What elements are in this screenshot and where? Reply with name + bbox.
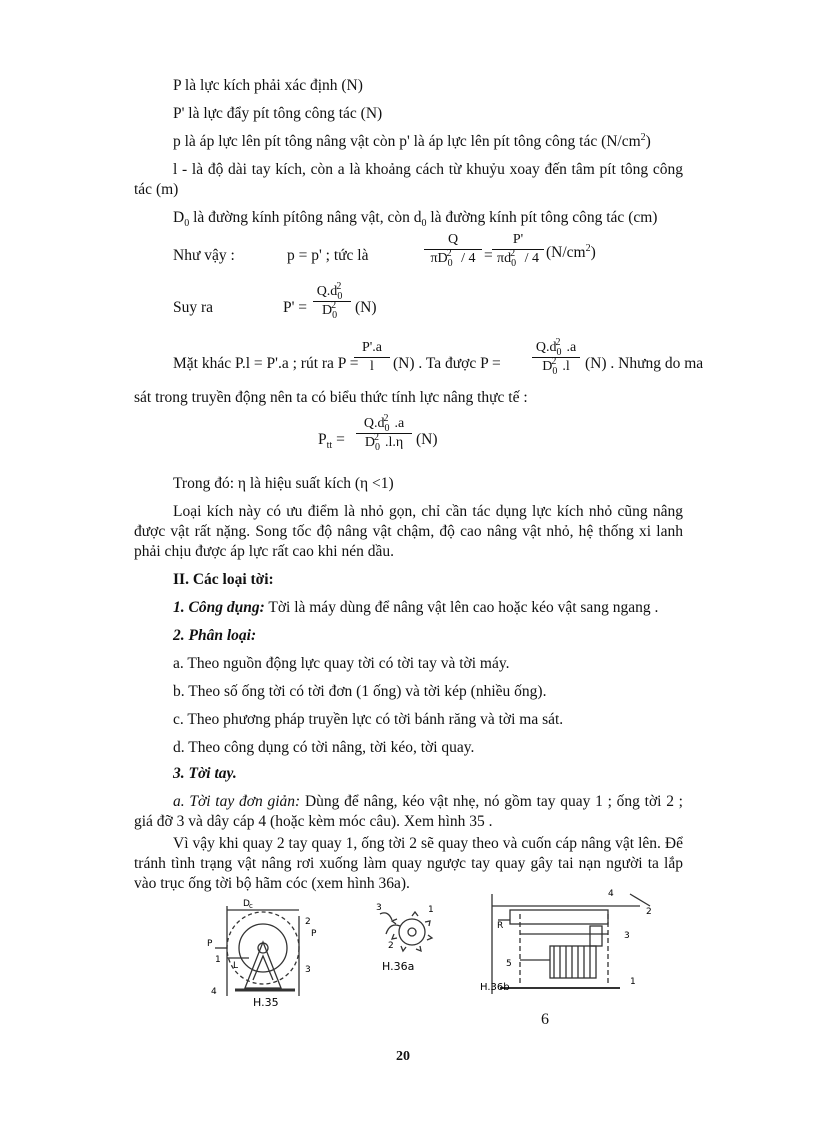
eq1-mid: p = p' ; tức là bbox=[287, 247, 369, 264]
page-number: 20 bbox=[396, 1049, 410, 1064]
eq3-frac-1: P'.a l bbox=[354, 340, 390, 375]
svg-text:3: 3 bbox=[624, 931, 630, 941]
svg-text:H.36a: H.36a bbox=[382, 960, 415, 973]
eq1-label: Như vậy : bbox=[173, 247, 235, 264]
svg-text:L: L bbox=[233, 961, 239, 971]
svg-text:H.36b: H.36b bbox=[480, 982, 510, 993]
simple-winch-paragraph: a. Tời tay đơn giản: Dùng để nâng, kéo vật nhẹ, nó gồm tay quay 1 ; ống tời 2 ; giá đỡ 3 và dây cáp 4 (hoặc kèm móc câu). Xem hình 35 . bbox=[134, 793, 683, 830]
figure-36a-ratchet bbox=[368, 900, 448, 980]
eq1-equals: = bbox=[484, 247, 493, 264]
svg-text:P: P bbox=[311, 929, 317, 939]
svg-text:1: 1 bbox=[630, 977, 636, 987]
svg-text:c: c bbox=[249, 902, 253, 910]
eq3-text-b: (N) . Ta được P = bbox=[393, 355, 501, 372]
svg-text:4: 4 bbox=[608, 889, 614, 899]
def-P: P là lực kích phải xác định (N) bbox=[173, 77, 363, 94]
svg-text:2: 2 bbox=[388, 941, 394, 951]
def-l: l - là độ dài tay kích, còn a là khoảng cách từ khuỷu xoay đến tâm pít tông công tác (m) bbox=[134, 161, 683, 198]
svg-text:H.35: H.35 bbox=[253, 996, 279, 1006]
ratchet-paragraph: Vì vậy khi quay 2 tay quay 1, ống tời 2 sẽ quay theo và cuốn cáp nâng vật lên. Để tránh tình trạng vật nâng rơi xuống làm quay ngược tay quay gây tai nạn người ta lắp vào trục ống tời bộ hãm cóc (xem hình 36a). bbox=[134, 835, 683, 892]
eq1-frac-right: P' $\pi d_0^2 / 4$ bbox=[492, 232, 544, 267]
eq1-frac-left: Q $\pi D_0^2 / 4$ bbox=[424, 232, 482, 267]
usage-line: 1. Công dụng: Tời là máy dùng để nâng vật lên cao hoặc kéo vật sang ngang . bbox=[173, 599, 659, 616]
eq4-frac: $Q.d_0^2$ .a $D_0^2$ .l.η bbox=[356, 416, 412, 451]
svg-text:4: 4 bbox=[211, 987, 217, 997]
section-heading: II. Các loại tời: bbox=[173, 571, 274, 588]
svg-text:2: 2 bbox=[305, 917, 311, 927]
class-item-d: d. Theo công dụng có tời nâng, tời kéo, tời quay. bbox=[173, 739, 475, 756]
class-item-a: a. Theo nguồn động lực quay tời có tời tay và tời máy. bbox=[173, 655, 510, 672]
def-pressure: p là áp lực lên pít tông nâng vật còn p' là áp lực lên pít tông công tác $(N/cm^2)$ bbox=[173, 131, 651, 150]
eq4-unit: (N) bbox=[416, 431, 438, 448]
eq2-label: Suy ra bbox=[173, 299, 214, 316]
hand-winch-heading: 3. Tời tay. bbox=[173, 765, 237, 782]
svg-text:R: R bbox=[497, 921, 504, 931]
eq3-continuation: sát trong truyền động nên ta có biểu thức tính lực nâng thực tế : bbox=[134, 389, 528, 406]
eq1-unit: $(N/cm^2)$ bbox=[546, 242, 596, 261]
classification-heading: 2. Phân loại: bbox=[173, 627, 257, 644]
eq2-lhs: P' = bbox=[283, 299, 308, 316]
svg-text:3: 3 bbox=[305, 965, 311, 975]
svg-text:2: 2 bbox=[646, 907, 652, 917]
figure-36b-double-winch bbox=[480, 884, 660, 999]
svg-text:3: 3 bbox=[376, 903, 382, 913]
paragraph-advantages: Loại kích này có ưu điểm là nhỏ gọn, chỉ cần tác dụng lực kích nhỏ cũng nâng được vật rất nặng. Song tốc độ nâng vật chậm, độ cao nâng vật nhỏ, hệ thống xi lanh phải chịu được áp lực rất cao khi nén dầu. bbox=[134, 503, 683, 560]
class-item-c: c. Theo phương pháp truyền lực có tời bánh răng và tời ma sát. bbox=[173, 711, 564, 728]
svg-text:P: P bbox=[207, 939, 213, 949]
where-line: Trong đó: η là hiệu suất kích (η <1) bbox=[173, 475, 394, 492]
eq3-frac-2: $Q.d_0^2$ .a $D_0^2$ .l bbox=[532, 340, 580, 375]
eq2-unit: (N) bbox=[355, 299, 377, 316]
class-item-b: b. Theo số ống tời có tời đơn (1 ống) và tời kép (nhiều ống). bbox=[173, 683, 547, 700]
eq3-text-a: Mặt khác P.l = P'.a ; rút ra P = bbox=[173, 355, 359, 372]
eq3-text-c: (N) . Nhưng do ma bbox=[585, 355, 704, 372]
eq2-frac: $Q.d_0^2$ $D_0^2$ bbox=[313, 284, 351, 319]
def-Pprime: P' là lực đẩy pít tông công tác (N) bbox=[173, 105, 383, 122]
figure-36b-label-6: 6 bbox=[541, 1011, 549, 1028]
svg-text:1: 1 bbox=[215, 955, 221, 965]
figure-35-hand-winch bbox=[205, 896, 325, 1006]
svg-text:1: 1 bbox=[428, 905, 434, 915]
def-D0: $D_0$ là đường kính pítông nâng vật, còn $d_0$ là đường kính pít tông công tác (cm) bbox=[173, 209, 658, 230]
svg-text:D: D bbox=[243, 899, 250, 909]
svg-text:5: 5 bbox=[506, 959, 512, 969]
eq4-lhs: $P_{tt}$ = bbox=[318, 431, 345, 452]
